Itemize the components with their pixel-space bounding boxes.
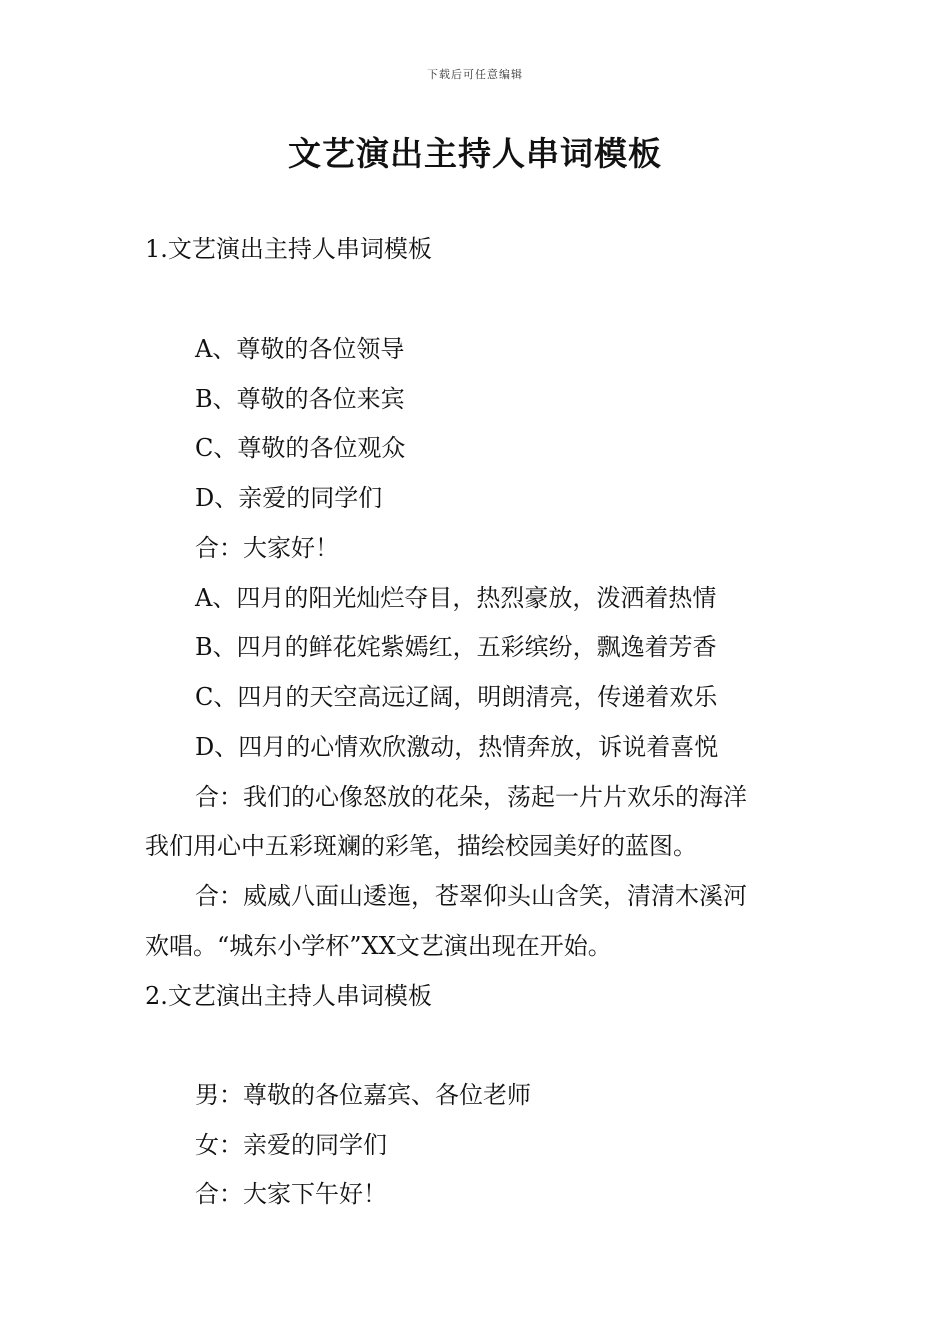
section-heading: 2.文艺演出主持人串词模板 <box>145 982 432 1010</box>
list-item: C、尊敬的各位观众 <box>195 434 406 462</box>
page-title: 文艺演出主持人串词模板 <box>288 134 662 173</box>
list-item: 合：大家下午好！ <box>195 1180 387 1208</box>
list-item: A、四月的阳光灿烂夺目，热烈豪放，泼洒着热情 <box>195 584 717 612</box>
list-item: 合：大家好！ <box>195 534 339 562</box>
list-item: A、尊敬的各位领导 <box>195 335 405 363</box>
list-item: C、四月的天空高远辽阔，明朗清亮，传递着欢乐 <box>195 683 718 711</box>
paragraph-line: 合：我们的心像怒放的花朵，荡起一片片欢乐的海洋 <box>195 783 747 811</box>
list-item: B、四月的鲜花姹紫嫣红，五彩缤纷，飘逸着芳香 <box>195 633 717 661</box>
list-item: 女：亲爱的同学们 <box>195 1131 387 1159</box>
list-item: B、尊敬的各位来宾 <box>195 385 405 413</box>
list-item: 男：尊敬的各位嘉宾、各位老师 <box>195 1081 531 1109</box>
list-item: D、亲爱的同学们 <box>195 484 383 512</box>
header-note: 下载后可任意编辑 <box>427 68 523 81</box>
section-heading: 1.文艺演出主持人串词模板 <box>145 235 432 263</box>
paragraph-line: 合：威威八面山逶迤，苍翠仰头山含笑，清清木溪河 <box>195 882 747 910</box>
paragraph-line: 欢唱。“城东小学杯”XX文艺演出现在开始。 <box>145 932 612 960</box>
list-item: D、四月的心情欢欣激动，热情奔放，诉说着喜悦 <box>195 733 719 761</box>
paragraph-line: 我们用心中五彩斑斓的彩笔，描绘校园美好的蓝图。 <box>145 832 697 860</box>
